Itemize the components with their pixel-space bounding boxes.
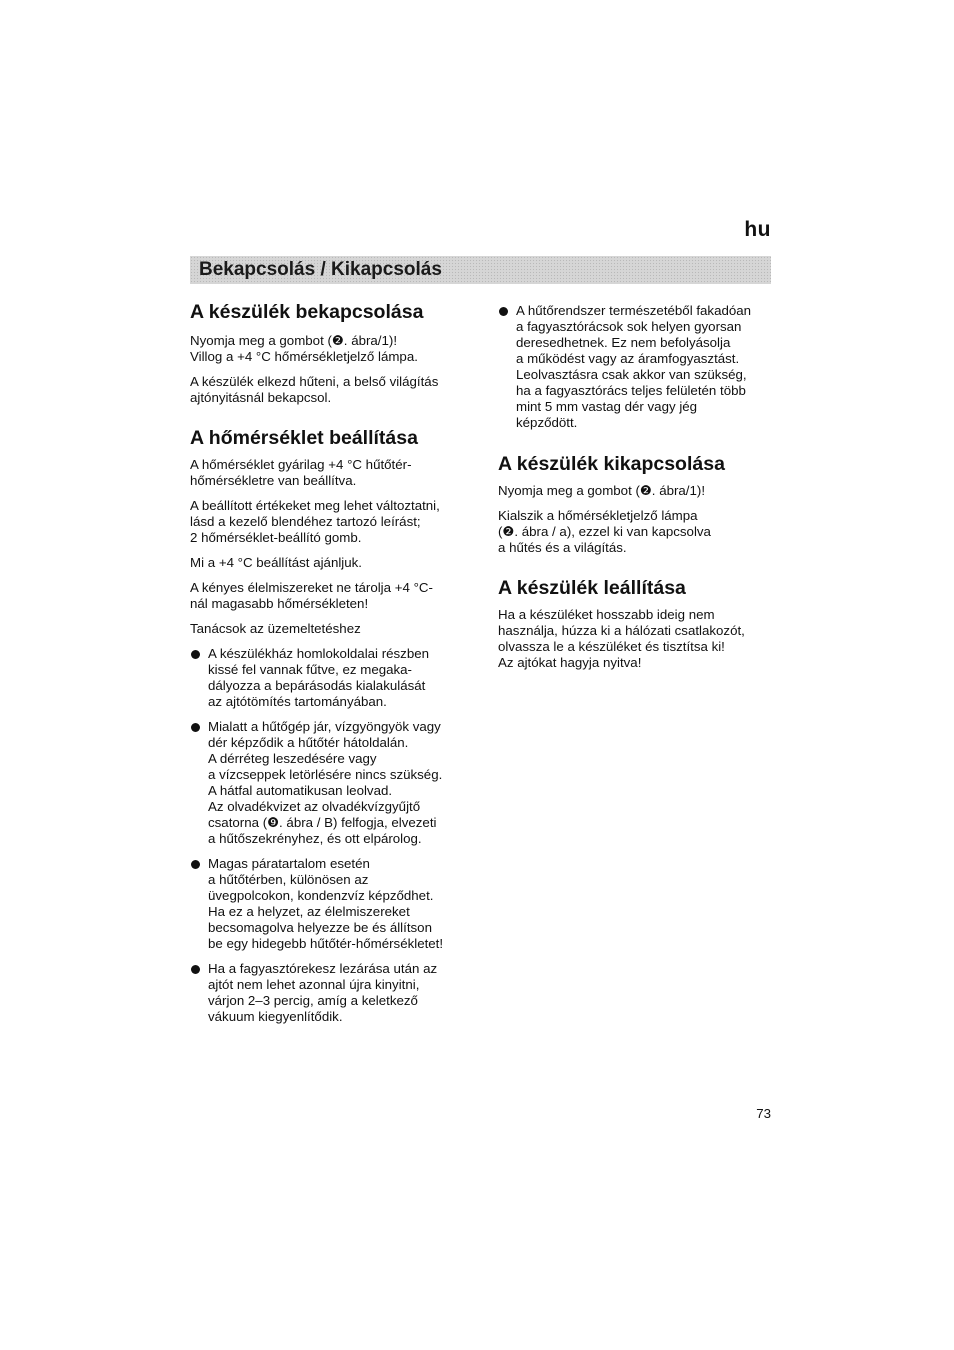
list-item [190,856,475,952]
list-item-text: Mialatt a hűtőgép jár, vízgyöngyök vagy dér képződik a hűtőtér hátoldalán. A dérréteg leszedésére vagy a vízcseppek letörlésére nincs szükség. A hátfal automatikusan leolvad. Az olvadékvizet az olvadékvízgyűjtő csatorna (❾. ábra / B) felfogja, elvezeti a hűtőszekrényhez, és ott elpárolog. [208,719,443,846]
page-number: 73 [756,1106,771,1121]
switch-on-text-2: A készülék elkezd hűteni, a belső világítás ajtónyitásnál bekapcsol. [190,374,439,405]
shut-down-text: Ha a készüléket hosszabb ideig nem használja, húzza ki a hálózati csatlakozót, olvassza le a készüléket és tisztítsa ki! Az ajtókat hagyja nyitva! [498,607,745,670]
switch-on-text-1: Nyomja meg a gombot (❷. ábra/1)! Villog a +4 °C hőmérsékletjelző lámpa. [190,333,418,364]
list-item [190,719,475,847]
bullet-icon [191,965,200,974]
left-column [190,300,475,1025]
bullet-icon [191,723,200,732]
list-item-text: A hűtőrendszer természetéből fakadóan a fagyasztórácsok sok helyen gyorsan deresedhetnek. Ez nem befolyásolja a működést vagy az áramfogyasztást. Leolvasztásra csak akkor van szükség, ha a fagyasztórács teljes felületén több mint 5 mm vastag dér vagy jég képződött. [516,303,752,430]
bullet-icon [191,860,200,869]
language-tag: hu [744,218,771,241]
banner-title: Bekapcsolás / Kikapcsolás [199,259,442,280]
heading-temperature-setting: A hőmérséklet beállítása [190,427,418,449]
heading-switch-on: A készülék bekapcsolása [190,301,424,323]
section-banner [190,256,771,284]
bullet-icon [499,307,508,316]
list-item [190,961,475,1025]
list-item-text: Ha a fagyasztórekesz lezárása után az ajtót nem lehet azonnal újra kinyitni, várjon 2–3 percig, amíg a keletkező vákuum kiegyenlítődik. [208,961,438,1024]
temperature-text-3: Mi a +4 °C beállítást ajánljuk. [190,555,362,570]
operating-tips-label: Tanácsok az üzemeltetéshez [190,621,361,636]
list-item-text: A készülékház homlokoldalai részben kissé fel vannak fűtve, ez megaka- dályozza a bepárásodás kialakulását az ajtótömítés tartományában. [208,646,430,709]
freezer-note-list [498,303,773,431]
switch-off-text-1: Nyomja meg a gombot (❷. ábra/1)! [498,483,706,498]
temperature-text-2: A beállított értékeket meg lehet változtatni, lásd a kezelő blendéhez tartozó leírást; 2 hőmérséklet-beállító gomb. [190,498,440,545]
temperature-text-1: A hőmérséklet gyárilag +4 °C hűtőtér- hőmérsékletre van beállítva. [190,457,412,488]
list-item-text: Magas páratartalom esetén a hűtőtérben, különösen az üvegpolcokon, kondenzvíz képződhet. Ha ez a helyzet, az élelmiszereket becsomagolva helyezze be és állítson be egy hidegebb hűtőtér-hőmérsékletet! [208,856,444,951]
bullet-icon [191,650,200,659]
heading-switch-off: A készülék kikapcsolása [498,453,725,475]
heading-shut-down: A készülék leállítása [498,577,686,599]
list-item [190,646,475,710]
switch-off-text-2: Kialszik a hőmérsékletjelző lámpa (❷. ábra / a), ezzel ki van kapcsolva a hűtés és a világítás. [498,508,711,555]
tips-list [190,646,475,1025]
list-item [498,303,773,431]
temperature-text-4: A kényes élelmiszereket ne tárolja +4 °C- nál magasabb hőmérsékleten! [190,580,433,611]
right-column [498,303,773,671]
